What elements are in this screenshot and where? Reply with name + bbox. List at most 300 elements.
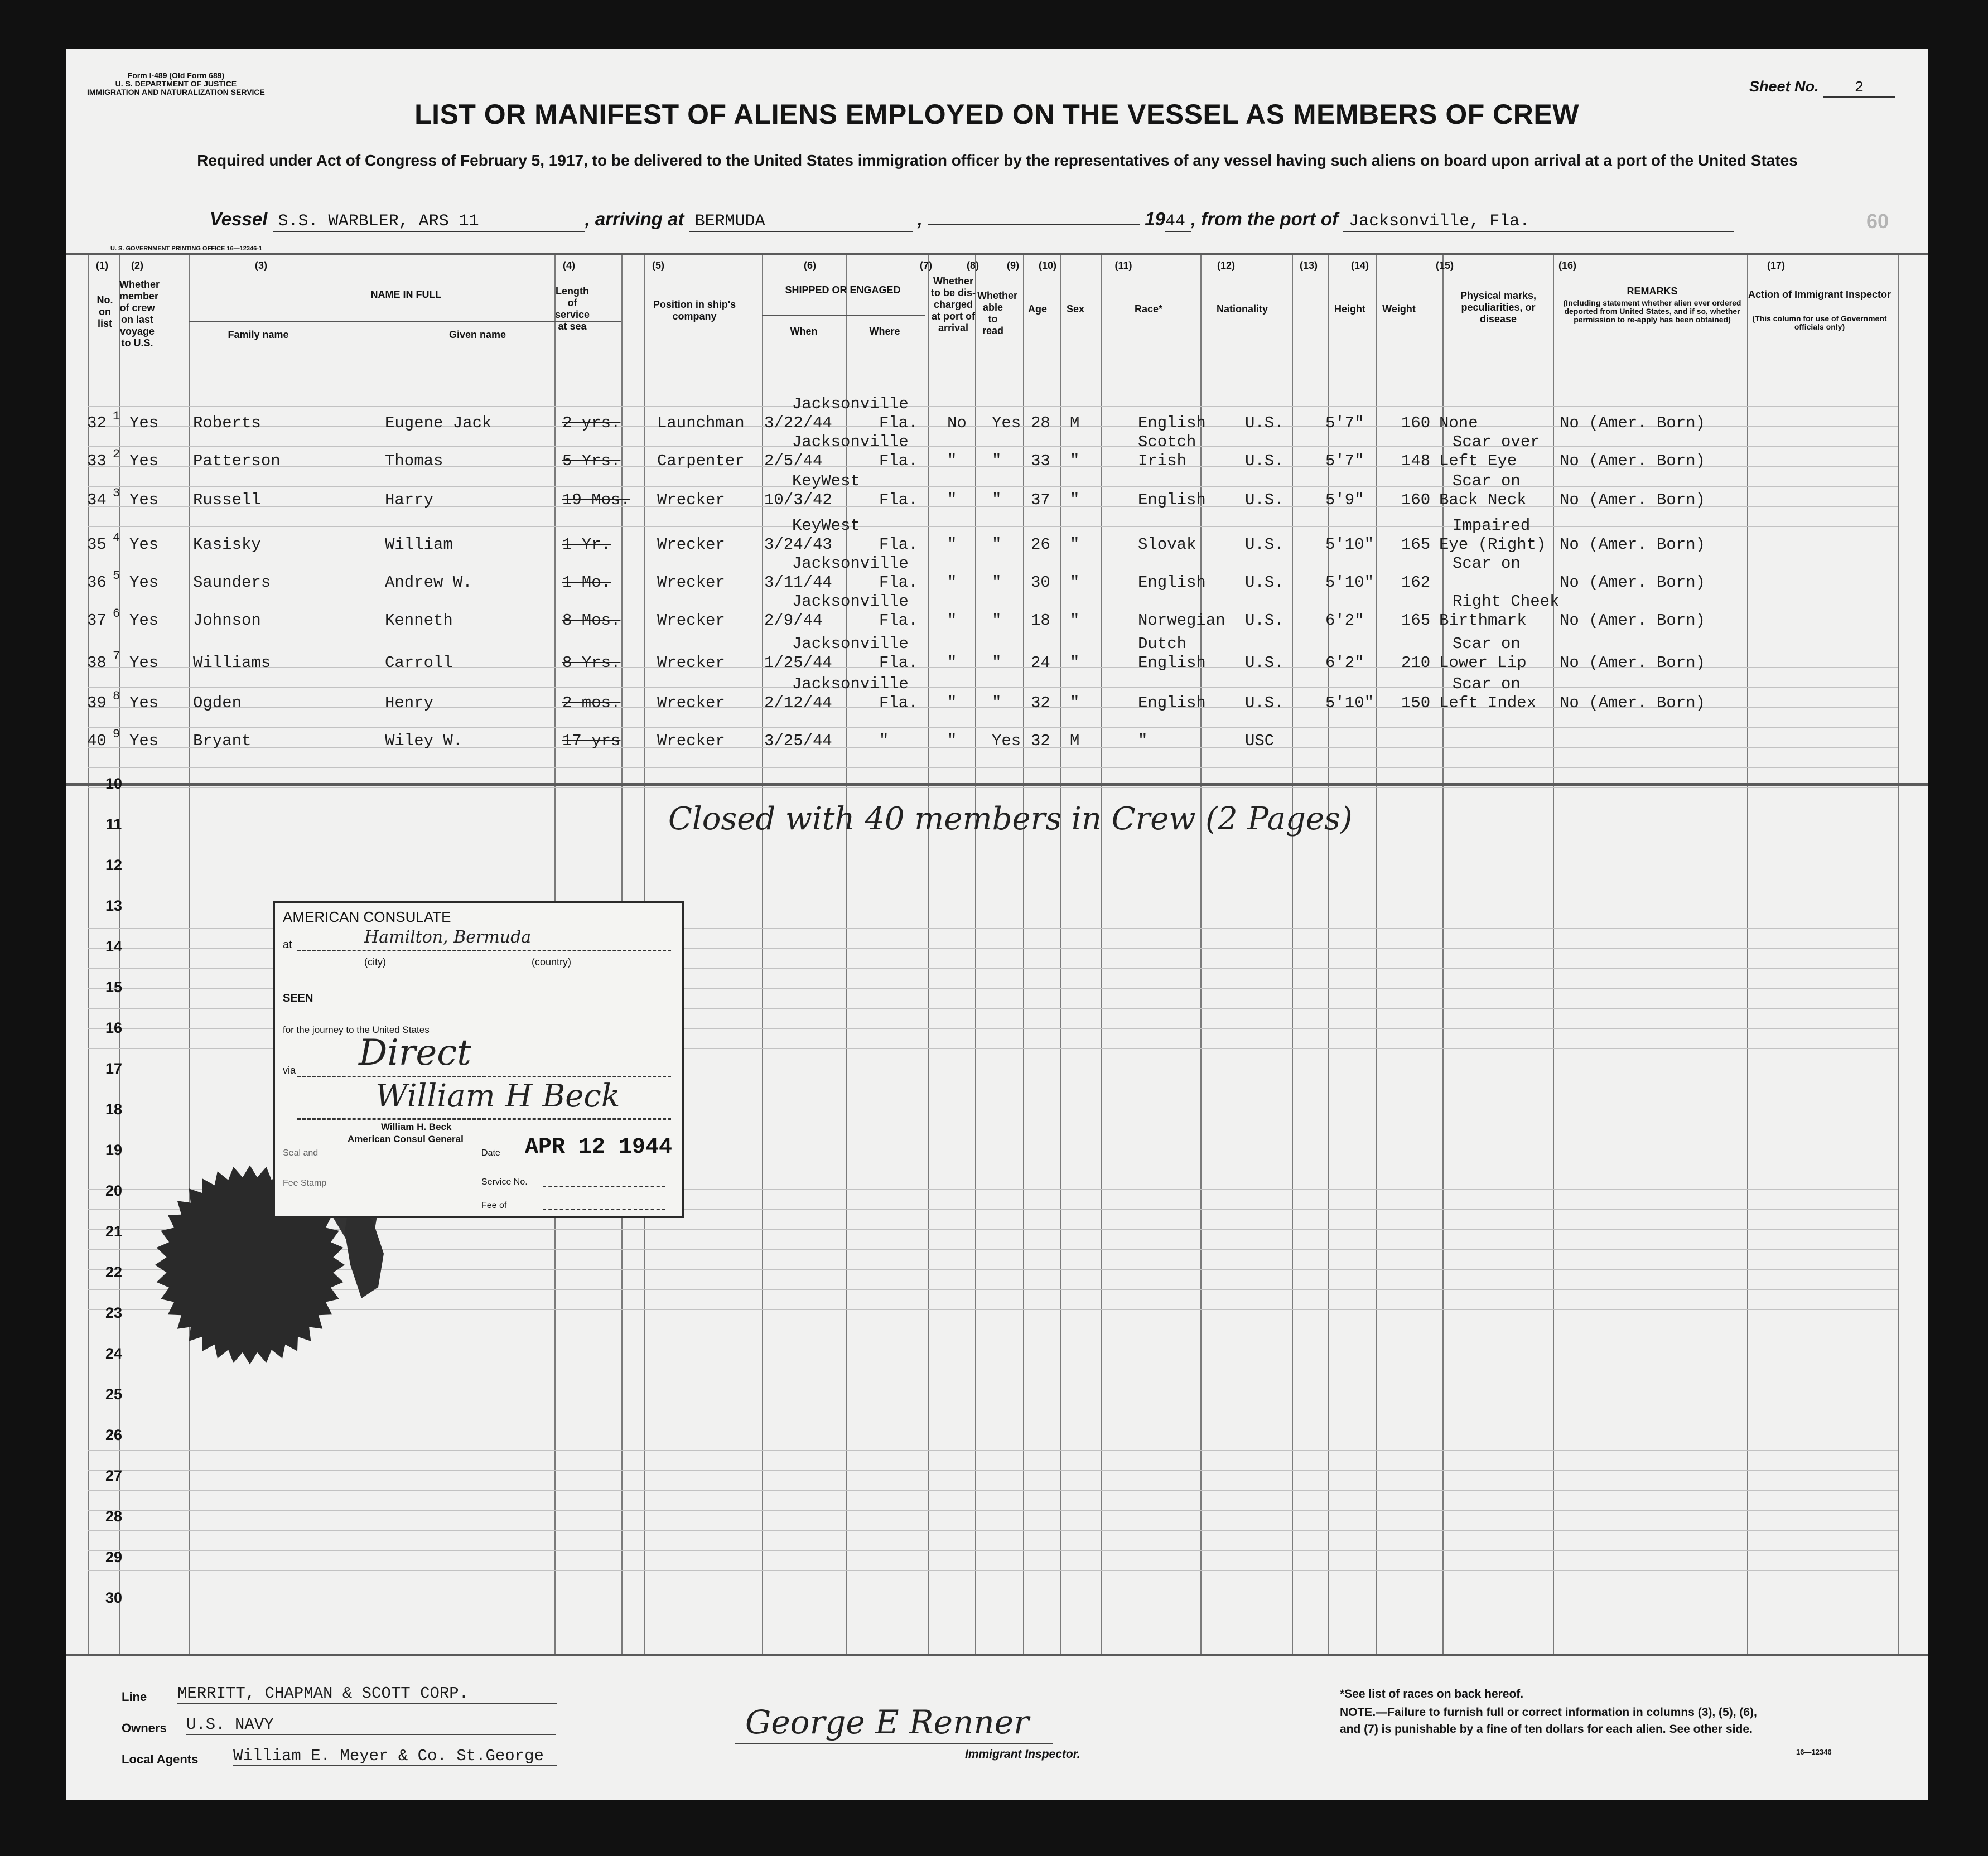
cell-sex: " — [1070, 535, 1080, 554]
empty-row-number: 11 — [105, 816, 122, 833]
grid-column-line — [1898, 255, 1899, 1654]
grid-row-line — [88, 1510, 1898, 1511]
cell-height: 5'10" — [1325, 535, 1374, 554]
grid-row-line — [88, 1490, 1898, 1491]
cell-race: " — [1138, 732, 1148, 750]
cell-where: Fla. — [879, 414, 918, 432]
cell-age: 28 — [1031, 414, 1050, 432]
cell-race: Irish — [1138, 452, 1187, 470]
grid-row-line — [88, 787, 1898, 788]
cell-where: Fla. — [879, 535, 918, 554]
cell-discharge: " — [947, 491, 957, 509]
cell-weight: 165 — [1401, 611, 1431, 630]
cell-race-secondary: Dutch — [1138, 635, 1187, 653]
cell-nationality: U.S. — [1245, 694, 1284, 712]
cell-age: 32 — [1031, 694, 1050, 712]
header-physical-marks: Physical marks, peculiarities, or disease — [1460, 290, 1537, 325]
cell-position: Wrecker — [657, 491, 725, 509]
cell-sex: " — [1070, 654, 1080, 672]
cell-discharge: " — [947, 573, 957, 592]
cell-crew: Yes — [129, 654, 159, 672]
col-number: (15) — [1435, 260, 1454, 271]
cell-age: 26 — [1031, 535, 1050, 554]
cell-height: 5'10" — [1325, 694, 1374, 712]
cell-race: Slovak — [1138, 535, 1196, 554]
empty-row-number: 15 — [105, 979, 123, 995]
cell-read: " — [992, 654, 1002, 672]
cell-read: Yes — [992, 414, 1021, 432]
cell-discharge: " — [947, 694, 957, 712]
consulate-stamp — [273, 901, 684, 1218]
col-number: (12) — [1217, 260, 1235, 271]
stamp-seal-label: Seal and — [283, 1148, 319, 1158]
cell-where: Fla. — [879, 611, 918, 630]
empty-row-number: 10 — [105, 775, 123, 792]
cell-age: 37 — [1031, 491, 1050, 509]
stamp-country-label: (country) — [532, 956, 572, 968]
vessel-name: S.S. WARBLER, ARS 11 — [273, 212, 585, 232]
cell-family: Williams — [193, 654, 271, 672]
cell-race: English — [1138, 573, 1206, 592]
header-shipped-or-engaged: SHIPPED OR ENGAGED — [785, 284, 901, 296]
cell-age: 33 — [1031, 452, 1050, 470]
cell-remarks: No (Amer. Born) — [1560, 535, 1706, 554]
cell-nationality: U.S. — [1245, 491, 1284, 509]
header-sex: Sex — [1066, 303, 1085, 315]
cell-when: 2/5/44 — [764, 452, 823, 470]
header-family-name: Family name — [228, 329, 289, 340]
cell-family: Kasisky — [193, 535, 261, 554]
cell-where: Fla. — [879, 694, 918, 712]
grid-row-line — [88, 406, 1898, 407]
cell-crew: Yes — [129, 535, 159, 554]
grid-row-line — [88, 1570, 1898, 1571]
cell-race: English — [1138, 654, 1206, 672]
cell-remarks: No (Amer. Born) — [1560, 611, 1706, 630]
empty-row-number: 29 — [105, 1549, 123, 1565]
cell-read: " — [992, 491, 1002, 509]
cell-given: William — [385, 535, 453, 554]
stamp-city-label: (city) — [364, 956, 386, 968]
cell-weight: 165 — [1401, 535, 1431, 554]
cell-when: 2/12/44 — [764, 694, 832, 712]
stamp-fee-stamp-label: Fee Stamp — [283, 1178, 327, 1188]
service-name: IMMIGRATION AND NATURALIZATION SERVICE — [87, 88, 265, 96]
shipped-header-rule — [762, 315, 925, 316]
row-number: 7 — [113, 649, 120, 663]
grid-column-line — [975, 255, 976, 1654]
cell-weight: 148 — [1401, 452, 1431, 470]
cell-height: 5'9" — [1325, 491, 1364, 509]
cell-family: Roberts — [193, 414, 261, 432]
grid-row-line — [88, 486, 1898, 487]
grid-column-line — [1747, 255, 1748, 1654]
cell-sex: " — [1070, 452, 1080, 470]
grid-column-line — [1376, 255, 1377, 1654]
cell-sex: " — [1070, 573, 1080, 592]
header-when: When — [790, 326, 818, 337]
list-number: 38 — [87, 654, 107, 672]
cell-weight: 210 — [1401, 654, 1431, 672]
cell-race-secondary: Scotch — [1138, 433, 1196, 451]
cell-marks: Birthmark — [1439, 611, 1527, 630]
header-age: Age — [1027, 303, 1047, 315]
cell-family: Saunders — [193, 573, 271, 592]
grid-column-line — [189, 255, 190, 1654]
form-number: Form I-489 (Old Form 689) — [127, 71, 225, 80]
stamp-title: AMERICAN CONSULATE — [283, 908, 451, 925]
cell-position: Wrecker — [657, 694, 725, 712]
cell-marks-secondary: Right Cheek — [1453, 592, 1560, 611]
stamp-fee-label: Fee of — [481, 1201, 507, 1210]
col-number: (17) — [1767, 260, 1785, 271]
cell-marks: Back Neck — [1439, 491, 1527, 509]
cell-where: Fla. — [879, 654, 918, 672]
col-number: (10) — [1038, 260, 1056, 271]
cell-where: Fla. — [879, 452, 918, 470]
cell-height: 5'7" — [1325, 414, 1364, 432]
cell-when: 3/24/43 — [764, 535, 832, 554]
cell-crew: Yes — [129, 611, 159, 630]
cell-weight: 160 — [1401, 414, 1431, 432]
cell-height: 5'10" — [1325, 573, 1374, 592]
grid-column-line — [1023, 255, 1024, 1654]
cell-given: Andrew W. — [385, 573, 472, 592]
cell-position: Wrecker — [657, 654, 725, 672]
stamp-date-label: Date — [481, 1148, 500, 1158]
empty-row-number: 26 — [105, 1427, 123, 1443]
cell-age: 32 — [1031, 732, 1050, 750]
cell-marks-secondary: Scar over — [1453, 433, 1540, 451]
cell-marks-secondary: Scar on — [1453, 472, 1521, 490]
list-number: 40 — [87, 732, 107, 750]
empty-row-number: 23 — [105, 1304, 123, 1321]
cell-race: English — [1138, 491, 1206, 509]
grid-row-line — [88, 1450, 1898, 1451]
cell-service: 2 yrs. — [562, 414, 621, 432]
cell-remarks: No (Amer. Born) — [1560, 654, 1706, 672]
closing-note: Closed with 40 members in Crew (2 Pages) — [668, 801, 1353, 837]
grid-row-line — [88, 687, 1898, 688]
cell-position: Carpenter — [657, 452, 745, 470]
header-race: Race* — [1134, 303, 1163, 315]
cell-marks: Left Eye — [1439, 452, 1517, 470]
cell-given: Carroll — [385, 654, 453, 672]
cell-given: Henry — [385, 694, 434, 712]
year-prefix: 19 — [1145, 209, 1166, 229]
cell-nationality: U.S. — [1245, 452, 1284, 470]
corner-mark: 60 — [1866, 210, 1889, 233]
cell-position: Wrecker — [657, 573, 725, 592]
footer-rule — [66, 1654, 1928, 1656]
cell-service: 1 Yr. — [562, 535, 611, 554]
col-number: (2) — [131, 260, 143, 271]
cell-age: 24 — [1031, 654, 1050, 672]
cell-age: 18 — [1031, 611, 1050, 630]
empty-row-number: 19 — [105, 1142, 123, 1158]
cell-nationality: U.S. — [1245, 654, 1284, 672]
cell-height: 5'7" — [1325, 452, 1364, 470]
row-number: 1 — [113, 409, 120, 423]
cell-remarks: No (Amer. Born) — [1560, 491, 1706, 509]
cell-family: Patterson — [193, 452, 281, 470]
row-number: 5 — [113, 569, 120, 583]
cell-read: Yes — [992, 732, 1021, 750]
stamp-at-label: at — [283, 939, 292, 951]
grid-column-line — [1553, 255, 1554, 1654]
cell-when: 2/9/44 — [764, 611, 823, 630]
cell-service: 1 Mo. — [562, 573, 611, 592]
header-remarks-note: (Including statement whether alien ever ordered deported from United States, and if so, whether permission to re-apply has been obtained) — [1563, 298, 1741, 324]
header-weight: Weight — [1382, 303, 1416, 315]
header-remarks: REMARKS — [1627, 286, 1678, 297]
form-identifier — [87, 71, 265, 96]
cell-where-city: Jacksonville — [792, 675, 909, 693]
stamp-service-label: Service No. — [481, 1177, 528, 1187]
from-port-label: , from the port of — [1191, 209, 1338, 229]
cell-marks: Lower Lip — [1439, 654, 1527, 672]
grid-row-line — [88, 526, 1898, 527]
header-able-to-read: Whether able to read — [977, 290, 1017, 336]
list-number: 33 — [87, 452, 107, 470]
cell-race: English — [1138, 414, 1206, 432]
col-number: (6) — [804, 260, 816, 271]
header-last-voyage: Whether member of crew on last voyage to U.S. — [119, 279, 160, 349]
cell-weight: 150 — [1401, 694, 1431, 712]
empty-row-number: 13 — [105, 897, 123, 914]
cell-crew: Yes — [129, 414, 159, 432]
empty-row-number: 18 — [105, 1101, 123, 1118]
cell-position: Wrecker — [657, 535, 725, 554]
cell-service: 19 Mos. — [562, 491, 630, 509]
cell-discharge: " — [947, 654, 957, 672]
cell-where-city: Jacksonville — [792, 554, 909, 573]
cell-remarks: No (Amer. Born) — [1560, 573, 1706, 592]
cell-position: Wrecker — [657, 611, 725, 630]
cell-read: " — [992, 535, 1002, 554]
stamp-via-label: via — [283, 1065, 296, 1076]
col-number: (14) — [1350, 260, 1369, 271]
arriving-port: BERMUDA — [689, 212, 913, 232]
sheet-number-label: Sheet No. — [1749, 78, 1819, 95]
cell-given: Wiley W. — [385, 732, 463, 750]
cell-nationality: U.S. — [1245, 611, 1284, 630]
empty-row-number: 16 — [105, 1019, 123, 1036]
col-number: (3) — [255, 260, 267, 271]
cell-position: Launchman — [657, 414, 745, 432]
sheet-number-value: 2 — [1823, 80, 1895, 98]
cell-nationality: U.S. — [1245, 573, 1284, 592]
header-height: Height — [1334, 303, 1365, 315]
cell-weight: 160 — [1401, 491, 1431, 509]
row-number: 4 — [113, 531, 120, 545]
cell-height: 6'2" — [1325, 654, 1364, 672]
cell-marks: Left Index — [1439, 694, 1537, 712]
footer-owners-label: Owners — [122, 1721, 167, 1735]
cell-service: 8 Yrs. — [562, 654, 621, 672]
cell-service: 8 Mos. — [562, 611, 621, 630]
footer-agents-label: Local Agents — [122, 1752, 199, 1766]
col-number: (13) — [1299, 260, 1318, 271]
cell-race: Norwegian — [1138, 611, 1225, 630]
cell-when: 3/25/44 — [764, 732, 832, 750]
arriving-label: , arriving at — [585, 209, 684, 229]
row-number: 3 — [113, 486, 120, 500]
cell-where: " — [879, 732, 889, 750]
manifest-sheet — [66, 49, 1928, 1800]
col-number: (9) — [1007, 260, 1019, 271]
inspector-signature: George E Renner — [745, 1703, 1029, 1741]
departure-port: Jacksonville, Fla. — [1343, 212, 1734, 232]
stamp-seen: SEEN — [283, 992, 313, 1004]
cell-where-city: Jacksonville — [792, 635, 909, 653]
cell-where-city: Jacksonville — [792, 395, 909, 413]
table-top-rule — [66, 253, 1928, 255]
footer-owners-value: U.S. NAVY — [186, 1715, 556, 1735]
cell-nationality: U.S. — [1245, 535, 1284, 554]
cell-sex: " — [1070, 694, 1080, 712]
empty-row-number: 25 — [105, 1386, 123, 1403]
header-position: Position in ship's company — [653, 299, 736, 322]
cell-where-city: KeyWest — [792, 472, 860, 490]
stamp-date: APR 12 1944 — [525, 1135, 673, 1160]
cell-read: " — [992, 611, 1002, 630]
empty-row-number: 24 — [105, 1345, 123, 1362]
document-title: LIST OR MANIFEST OF ALIENS EMPLOYED ON THE VESSEL AS MEMBERS OF CREW — [414, 99, 1579, 130]
footer-line-label: Line — [122, 1690, 147, 1704]
cell-discharge: " — [947, 611, 957, 630]
grid-column-line — [846, 255, 847, 1654]
list-number: 34 — [87, 491, 107, 509]
list-number: 37 — [87, 611, 107, 630]
grid-column-line — [1200, 255, 1202, 1654]
list-number: 36 — [87, 573, 107, 592]
cell-where: Fla. — [879, 491, 918, 509]
arrival-year: 44 — [1165, 212, 1191, 232]
empty-row-number: 14 — [105, 938, 123, 955]
cell-marks-secondary: Scar on — [1453, 675, 1521, 693]
footer-form-code: 16—12346 — [1796, 1748, 1832, 1756]
cell-remarks: No (Amer. Born) — [1560, 694, 1706, 712]
row-number: 2 — [113, 447, 120, 461]
empty-row-number: 30 — [105, 1589, 123, 1606]
cell-service: 5 Yrs. — [562, 452, 621, 470]
list-number: 35 — [87, 535, 107, 554]
document-subtitle: Required under Act of Congress of February 5, 1917, to be delivered to the United States immigration officer by the representatives of any vessel having such aliens on board upon arrival at a port of the United States — [197, 152, 1798, 169]
cell-where: Fla. — [879, 573, 918, 592]
header-length-of-service: Length of service at sea — [554, 286, 590, 332]
cell-crew: Yes — [129, 732, 159, 750]
cell-sex: M — [1070, 732, 1080, 750]
cell-given: Kenneth — [385, 611, 453, 630]
cell-position: Wrecker — [657, 732, 725, 750]
cell-service: 17 yrs — [562, 732, 621, 750]
footer-penalty-note: NOTE.—Failure to furnish full or correct information in columns (3), (5), (6), and (7) is punishable by a fine of ten dollars for each alien. See other side. — [1340, 1706, 1757, 1736]
cell-age: 30 — [1031, 573, 1050, 592]
cell-where-city: Jacksonville — [792, 433, 909, 451]
cell-family: Russell — [193, 491, 261, 509]
grid-row-line — [88, 727, 1898, 728]
cell-when: 10/3/42 — [764, 491, 832, 509]
row-number: 6 — [113, 607, 120, 621]
cell-marks-secondary: Scar on — [1453, 635, 1521, 653]
cell-given: Thomas — [385, 452, 443, 470]
cell-read: " — [992, 452, 1002, 470]
cell-discharge: " — [947, 732, 957, 750]
cell-nationality: USC — [1245, 732, 1275, 750]
cell-family: Johnson — [193, 611, 261, 630]
footer-line-value: MERRITT, CHAPMAN & SCOTT CORP. — [177, 1684, 557, 1704]
grid-row-line — [88, 767, 1898, 768]
department-name: U. S. DEPARTMENT OF JUSTICE — [115, 79, 237, 88]
grid-column-line — [762, 255, 763, 1654]
col-number: (11) — [1114, 260, 1132, 271]
vessel-line: Vessel S.S. WARBLER, ARS 11 , arriving at BERMUDA , 1944 , from the port of Jacksonville, Fla. — [210, 209, 1734, 232]
cell-marks: Eye (Right) — [1439, 535, 1546, 554]
consul-signature: William H Beck — [375, 1078, 620, 1114]
cell-discharge: " — [947, 452, 957, 470]
grid-column-line — [1101, 255, 1102, 1654]
printing-office-imprint: U. S. GOVERNMENT PRINTING OFFICE 16—12346-1 — [110, 245, 263, 252]
col-number: (7) — [920, 260, 932, 271]
cell-nationality: U.S. — [1245, 414, 1284, 432]
col-number: (16) — [1558, 260, 1576, 271]
cell-discharge: No — [947, 414, 967, 432]
consul-name: William H. Beck — [381, 1122, 452, 1132]
list-number: 39 — [87, 694, 107, 712]
header-nationality: Nationality — [1216, 303, 1268, 315]
cell-family: Ogden — [193, 694, 242, 712]
header-given-name: Given name — [448, 329, 506, 340]
cell-when: 1/25/44 — [764, 654, 832, 672]
header-name-in-full: NAME IN FULL — [370, 289, 442, 300]
empty-row-number: 28 — [105, 1508, 123, 1525]
header-list-number: No. on list — [96, 294, 113, 329]
cell-crew: Yes — [129, 491, 159, 509]
cell-sex: " — [1070, 491, 1080, 509]
empty-row-number: 27 — [105, 1467, 123, 1484]
cell-marks: None — [1439, 414, 1478, 432]
empty-row-number: 12 — [105, 857, 123, 873]
cell-when: 3/11/44 — [764, 573, 832, 592]
empty-row-number: 20 — [105, 1182, 123, 1199]
cell-read: " — [992, 573, 1002, 592]
cell-weight: 162 — [1401, 573, 1431, 592]
cell-service: 2 mos. — [562, 694, 621, 712]
stamp-journey: for the journey to the United States — [283, 1024, 430, 1035]
col-number: (8) — [967, 260, 979, 271]
sheet-number — [1749, 78, 1895, 98]
col-number: (4) — [563, 260, 575, 271]
grid-column-line — [928, 255, 929, 1654]
col-number: (5) — [652, 260, 664, 271]
grid-row-line — [88, 1470, 1898, 1471]
cell-where-city: KeyWest — [792, 516, 860, 535]
cell-height: 6'2" — [1325, 611, 1364, 630]
grid-column-line — [1060, 255, 1061, 1654]
grid-column-line — [1292, 255, 1293, 1654]
cell-family: Bryant — [193, 732, 252, 750]
cell-crew: Yes — [129, 573, 159, 592]
empty-row-number: 22 — [105, 1264, 123, 1280]
grid-row-line — [88, 1550, 1898, 1551]
grid-row-line — [88, 1530, 1898, 1531]
empty-row-number: 17 — [105, 1060, 123, 1077]
header-inspector-action: Action of Immigrant Inspector — [1748, 289, 1892, 300]
col-number: (1) — [96, 260, 108, 271]
stamp-location: Hamilton, Bermuda — [364, 927, 532, 947]
consul-office: American Consul General — [348, 1134, 464, 1144]
